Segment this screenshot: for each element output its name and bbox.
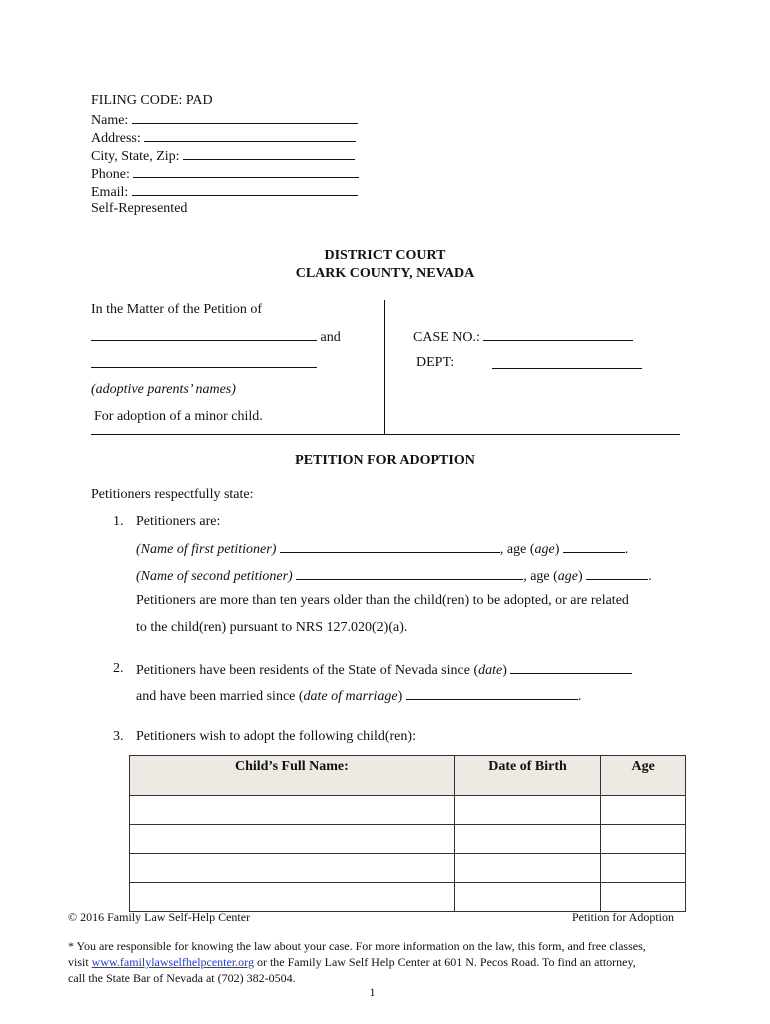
- marriage-close: ): [397, 689, 403, 704]
- name-row: [91, 111, 358, 129]
- child-dob-cell[interactable]: [454, 854, 601, 883]
- address-row: [91, 129, 356, 147]
- form-name: Petition for Adoption: [572, 910, 674, 924]
- case-no-row: [413, 328, 633, 346]
- marriage-date-field[interactable]: [406, 687, 578, 700]
- dept-field[interactable]: [492, 356, 642, 369]
- date-close: ): [502, 663, 507, 678]
- email-field[interactable]: [132, 183, 358, 196]
- residency-date-field[interactable]: [510, 661, 632, 674]
- marriage-date-label: date of marriage: [303, 689, 398, 704]
- child-name-cell[interactable]: [130, 883, 455, 912]
- second-petitioner-label: (Name of second petitioner): [136, 569, 293, 584]
- petition-title: PETITION FOR ADOPTION: [295, 453, 475, 468]
- children-table: [129, 755, 686, 912]
- matter-text: In the Matter of the Petition of: [91, 302, 263, 317]
- date-label: date: [478, 663, 503, 678]
- child-age-cell[interactable]: [601, 854, 686, 883]
- child-name-cell[interactable]: [130, 796, 455, 825]
- adoptive-parent-1-field[interactable]: [91, 328, 317, 341]
- phone-field[interactable]: [133, 165, 359, 178]
- child-age-cell[interactable]: [601, 796, 686, 825]
- name-label: Name:: [91, 113, 129, 128]
- period: .: [624, 542, 629, 557]
- center-text: or the Family Law Self Help Center at 601 N. Pecos Road. To find an attorney,: [253, 955, 636, 969]
- marriage-text: and have been married since (: [136, 689, 304, 704]
- visit-text: visit: [68, 955, 92, 969]
- court-name: DISTRICT COURT: [324, 248, 446, 263]
- item-3-text: Petitioners wish to adopt the following child(ren):: [136, 729, 416, 744]
- adoptive-parent-2-field[interactable]: [91, 355, 317, 368]
- second-petitioner-field[interactable]: [296, 567, 523, 580]
- item-1-text: Petitioners are:: [136, 514, 221, 529]
- email-label: Email:: [91, 185, 129, 200]
- table-header-row: [130, 756, 686, 796]
- period: .: [648, 569, 652, 584]
- first-petitioner-field[interactable]: [280, 540, 500, 553]
- period: .: [577, 689, 582, 704]
- age-label: age: [557, 569, 578, 584]
- older-text-1: Petitioners are more than ten years older than the child(ren) to be adopted, or are related: [136, 593, 629, 608]
- col-header-age: Age: [601, 756, 686, 796]
- marriage-row: [136, 687, 581, 705]
- filing-code: FILING CODE: PAD: [91, 93, 213, 108]
- footer-note-line-2: [68, 955, 636, 970]
- caption-bottom-rule: [91, 434, 680, 435]
- col-header-name: Child’s Full Name:: [130, 756, 455, 796]
- second-petitioner-row: [136, 567, 652, 585]
- first-petitioner-age-field[interactable]: [563, 540, 625, 553]
- self-represented: Self-Represented: [91, 201, 188, 216]
- child-name-cell[interactable]: [130, 825, 455, 854]
- self-help-center-link[interactable]: www.familylawselfhelpcenter.org: [91, 955, 254, 969]
- older-text-2: to the child(ren) pursuant to NRS 127.020(2)(a).: [136, 620, 408, 635]
- city-state-zip-field[interactable]: [183, 147, 355, 160]
- city-label: City, State, Zip:: [91, 149, 180, 164]
- first-petitioner-label: (Name of first petitioner): [136, 542, 277, 557]
- second-petitioner-age-field[interactable]: [586, 567, 648, 580]
- child-age-cell[interactable]: [601, 825, 686, 854]
- col-header-dob: Date of Birth: [454, 756, 601, 796]
- caption-divider: [384, 300, 385, 435]
- dept-label: DEPT:: [416, 355, 455, 370]
- table-row: [130, 883, 686, 912]
- age-label: age: [534, 542, 555, 557]
- phone-label: Phone:: [91, 167, 130, 182]
- name-field[interactable]: [132, 111, 358, 124]
- page-number: 1: [369, 985, 376, 999]
- parent2-row: [91, 355, 317, 373]
- child-dob-cell[interactable]: [454, 883, 601, 912]
- footer-note-line-1: * You are responsible for knowing the law about your case. For more information on the law, this form, and free classes,: [68, 939, 646, 953]
- age-word: , age (: [523, 569, 558, 584]
- parent1-row: [91, 328, 341, 346]
- email-row: [91, 183, 358, 201]
- table-row: [130, 854, 686, 883]
- residency-row: [136, 661, 632, 679]
- age-close: ): [578, 569, 583, 584]
- address-field[interactable]: [144, 129, 356, 142]
- item-3-number: 3.: [113, 729, 124, 744]
- case-no-label: CASE NO.:: [413, 330, 480, 345]
- item-1-number: 1.: [113, 514, 124, 529]
- copyright: © 2016 Family Law Self-Help Center: [68, 910, 251, 924]
- age-close: ): [554, 542, 560, 557]
- first-petitioner-row: [136, 540, 628, 558]
- age-word: , age (: [499, 542, 535, 557]
- case-no-field[interactable]: [483, 328, 633, 341]
- and-text: and: [320, 330, 341, 345]
- child-name-cell[interactable]: [130, 854, 455, 883]
- court-county: CLARK COUNTY, NEVADA: [295, 266, 475, 281]
- residency-text: Petitioners have been residents of the State of Nevada since (: [136, 663, 479, 678]
- table-row: [130, 825, 686, 854]
- phone-row: [91, 165, 359, 183]
- intro-text: Petitioners respectfully state:: [91, 487, 254, 502]
- footer-note-line-3: call the State Bar of Nevada at (702) 382-0504.: [68, 971, 296, 985]
- child-dob-cell[interactable]: [454, 825, 601, 854]
- child-age-cell[interactable]: [601, 883, 686, 912]
- child-dob-cell[interactable]: [454, 796, 601, 825]
- adoption-of-text: For adoption of a minor child.: [94, 409, 263, 424]
- parents-note: (adoptive parents’ names): [91, 382, 236, 397]
- address-label: Address:: [91, 131, 141, 146]
- table-row: [130, 796, 686, 825]
- item-2-number: 2.: [113, 661, 124, 676]
- city-row: [91, 147, 355, 165]
